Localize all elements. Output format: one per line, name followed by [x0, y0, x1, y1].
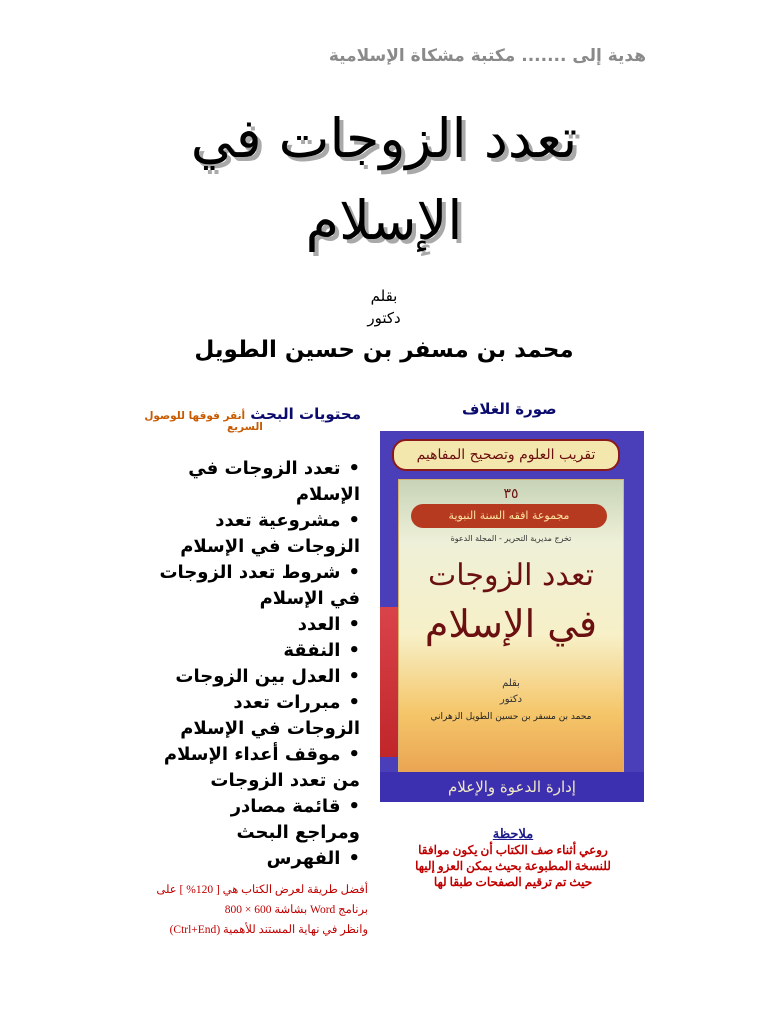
cover-top-band: تقريب العلوم وتصحيح المفاهيم — [392, 439, 620, 471]
toc-item[interactable]: •الفهرس — [266, 848, 360, 869]
author-block — [0, 285, 768, 369]
cover-title-2: في الإسلام — [424, 602, 598, 646]
cover-doctor: دكتور — [499, 694, 523, 705]
book-title — [60, 98, 708, 262]
gift-line: هدية إلى ....... مكتبة مشكاة الإسلامية — [328, 46, 646, 66]
toc-item[interactable]: •العدل بين الزوجات — [175, 666, 360, 687]
cover-author: محمد بن مسفر بن حسين الطويل الزهراني — [430, 712, 592, 722]
toc-item[interactable]: •تعدد الزوجات في الإسلام — [188, 458, 360, 505]
by-label: بقلم — [370, 287, 398, 305]
notice-title: ملاحظة — [492, 826, 534, 841]
author-name: محمد بن مسفر بن حسين الطويل — [194, 337, 574, 363]
doctor-label: دكتور — [367, 309, 401, 327]
cover-book — [398, 479, 624, 791]
display-note-line3: وانظر في نهاية المستند للأهمية (Ctrl+End) — [169, 924, 368, 936]
cover-image — [380, 431, 644, 802]
toc-item[interactable]: •مبررات تعدد الزوجات في الإسلام — [180, 692, 360, 739]
cover-by: بقلم — [502, 678, 520, 689]
toc-item[interactable]: •شروط تعدد الزوجات في الإسلام — [159, 562, 360, 609]
toc-hint-line2: السريع — [227, 421, 263, 433]
toc-item[interactable]: •موقف أعداء الإسلام من تعدد الزوجات — [163, 744, 360, 791]
cover-heading: صورة الغلاف — [462, 400, 557, 418]
display-note-line2: برنامج Word بشاشة 600 × 800 — [224, 904, 368, 916]
toc-item[interactable]: •مشروعية تعدد الزوجات في الإسلام — [180, 510, 360, 557]
notice-line3: حيث تم ترقيم الصفحات طبقا لها — [433, 875, 593, 889]
toc-list — [95, 456, 360, 872]
title-line-2: الإسلام — [305, 189, 463, 252]
toc-item[interactable]: •النفقة — [283, 640, 360, 661]
display-note-line1: أفضل طريقة لعرض الكتاب هي [ 120% ] على — [156, 884, 368, 896]
cover-number: ٣٥ — [503, 486, 519, 502]
cover-subtitle: تخرج مديرية التحرير - المجلة الدعوة — [450, 534, 572, 543]
cover-title-1: تعدد الزوجات — [428, 558, 594, 593]
cover-stripe — [380, 607, 398, 757]
toc-item[interactable]: •العدد — [297, 614, 360, 635]
title-line-1: تعدد الزوجات في — [190, 107, 578, 170]
toc-item[interactable]: •قائمة مصادر ومراجع البحث — [230, 796, 360, 843]
notice-line2: للنسخة المطبوعة بحيث يمكن العزو إليها — [415, 859, 611, 873]
display-note — [118, 880, 368, 940]
toc-heading: محتويات البحث — [250, 405, 361, 423]
notice — [380, 826, 646, 890]
cover-publisher: إدارة الدعوة والإعلام — [380, 772, 644, 802]
notice-line1: روعي أثناء صف الكتاب أن يكون موافقا — [418, 843, 608, 857]
cover-series: مجموعة افقه السنة النبوية — [411, 504, 607, 528]
toc-hint: أنقر فوقها للوصول — [144, 410, 246, 422]
